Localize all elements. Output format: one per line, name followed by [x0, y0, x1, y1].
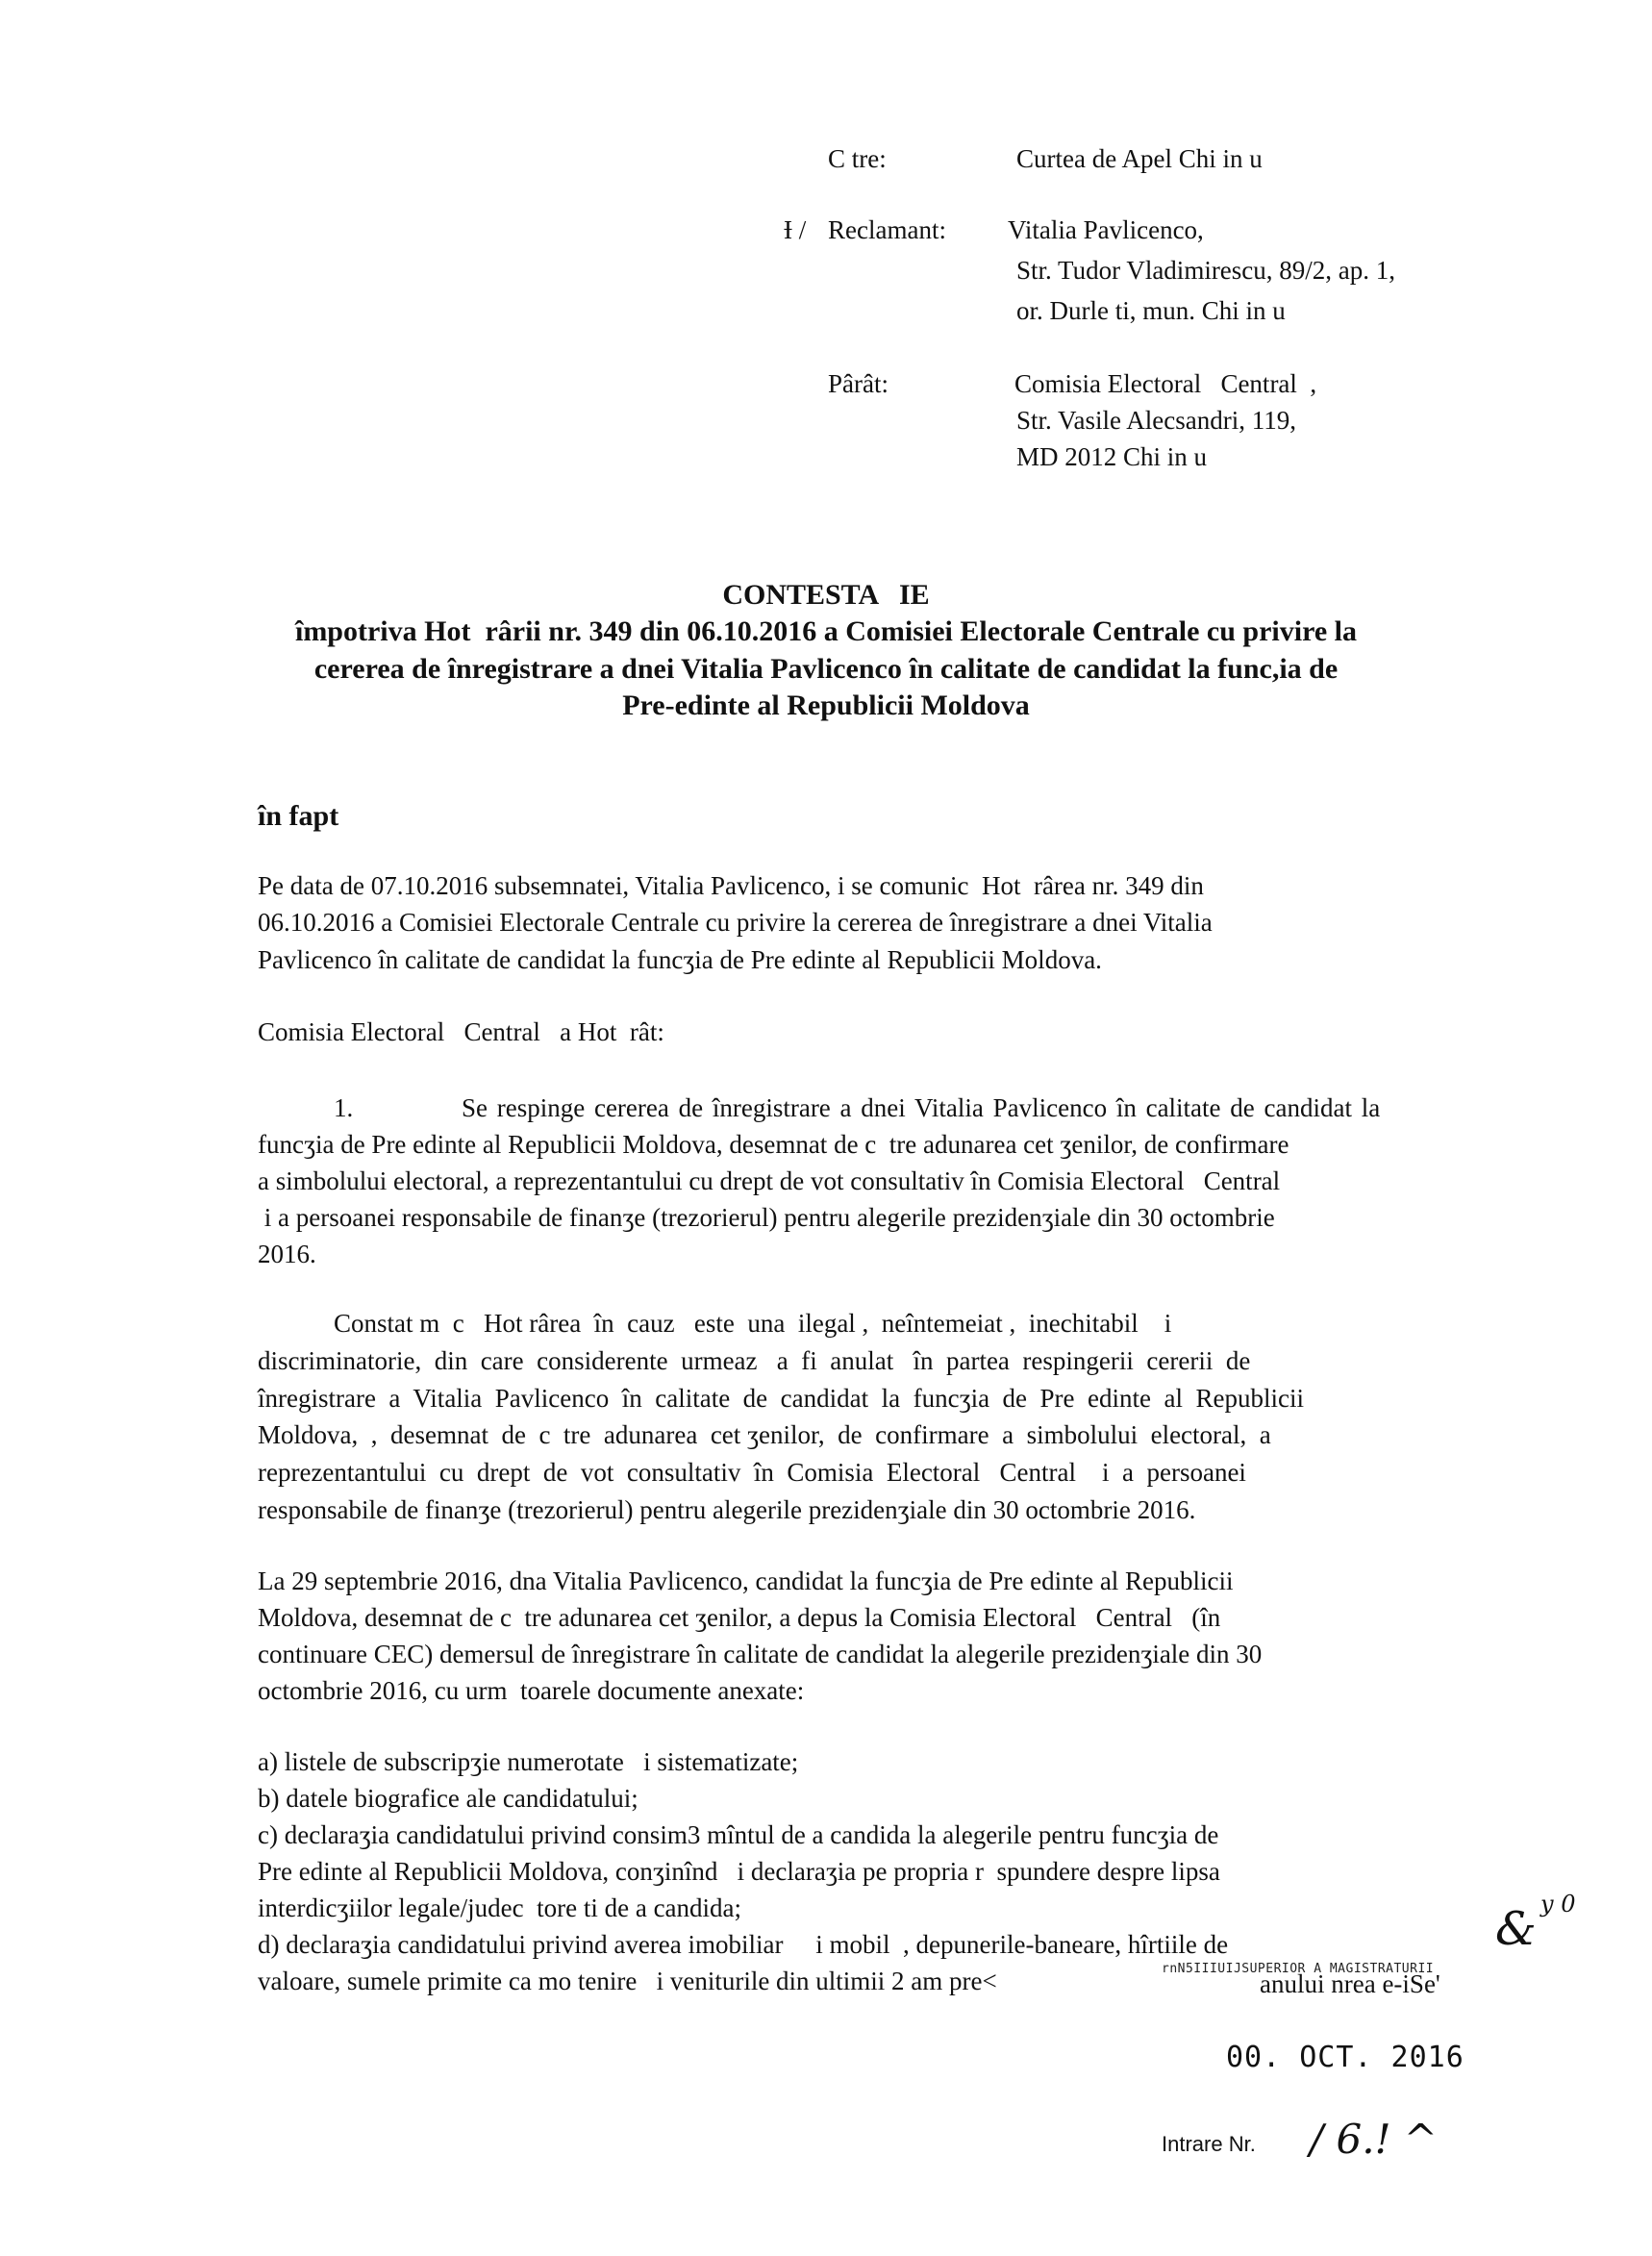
para4-line-3: continuare CEC) demersul de înregistrare în calitate de candidat la alegerile prezidenʒiale din 30	[258, 1640, 1263, 1668]
list-item-c-line-3: interdicʒiilor legale/judec tore ti de a candida;	[258, 1893, 742, 1922]
title-line-4: Pre-edinte al Republicii Moldova	[622, 689, 1030, 721]
list-item-d-line-1: d) declaraʒia candidatului privind averea imobiliar i mobil , depunerile-baneare, hîrtiile de	[258, 1930, 1229, 1959]
document-title: CONTESTA IE	[722, 579, 930, 611]
para4-line-4: octombrie 2016, cu urm toarele documente anexate:	[258, 1676, 805, 1705]
stamp-tail-text: anului nrea e-iSe'	[1260, 1969, 1440, 1998]
to-value: Curtea de Apel Chi in u	[1016, 144, 1263, 173]
reclamant-line-2: Str. Tudor Vladimirescu, 89/2, ap. 1,	[1016, 256, 1396, 285]
item1-line-2: funcʒia de Pre edinte al Republicii Moldova, desemnat de c tre adunarea cet ʒenilor, de confirmare	[258, 1130, 1289, 1159]
reclamant-line-3: or. Durle ti, mun. Chi in u	[1016, 296, 1286, 325]
title-line-2: împotriva Hot rârii nr. 349 din 06.10.2016 a Comisiei Electorale Centrale cu privire la	[294, 615, 1358, 647]
para3-line-6: responsabile de finanʒe (trezorierul) pentru alegerile prezidenʒiale din 30 octombrie 2016.	[258, 1495, 1196, 1524]
parat-line-1: Comisia Electoral Central ,	[1014, 369, 1317, 398]
item1-number: 1.	[334, 1093, 354, 1122]
reclamant-line-1: Vitalia Pavlicenco,	[1008, 215, 1204, 244]
parat-label: Pârât:	[828, 369, 889, 398]
parat-line-2: Str. Vasile Alecsandri, 119,	[1016, 406, 1296, 435]
para3-line-5: reprezentantului cu drept de vot consultativ în Comisia Electoral Central i a persoanei	[258, 1458, 1246, 1487]
para1-line-2: 06.10.2016 a Comisiei Electorale Centrale cu privire la cererea de înregistrare a dnei Vitalia	[258, 908, 1213, 937]
para1-line-1: Pe data de 07.10.2016 subsemnatei, Vitalia Pavlicenco, i se comunic Hot rârea nr. 349 din	[258, 871, 1204, 900]
para3-line-1: Constat m c Hot rârea în cauz este una ilegal , neîntemeiat , inechitabil i	[334, 1309, 1172, 1338]
title-line-3: cererea de înregistrare a dnei Vitalia Pavlicenco în calitate de candidat la func,ia de	[313, 653, 1339, 685]
list-item-b: b) datele biografice ale candidatului;	[258, 1784, 638, 1813]
reclamant-mark: Ɨ /	[784, 215, 807, 244]
parat-line-3: MD 2012 Chi in u	[1016, 442, 1208, 471]
para4-line-2: Moldova, desemnat de c tre adunarea cet ʒenilor, a depus la Comisia Electoral Central (în	[258, 1603, 1221, 1632]
para1-line-3: Pavlicenco în calitate de candidat la funcʒia de Pre edinte al Republicii Moldova.	[258, 945, 1102, 974]
item1-line-3: a simbolului electoral, a reprezentantului cu drept de vot consultativ în Comisia Electoral Central	[258, 1166, 1281, 1195]
item1-line-1: Se respinge cererea de înregistrare a dnei Vitalia Pavlicenco în calitate de candidat la	[462, 1093, 1381, 1122]
list-item-a: a) listele de subscripʒie numerotate i sistematizate;	[258, 1747, 799, 1776]
reclamant-label: Reclamant:	[828, 215, 946, 244]
para4-line-1: La 29 septembrie 2016, dna Vitalia Pavlicenco, candidat la funcʒia de Pre edinte al Republicii	[258, 1567, 1234, 1595]
item1-line-4: i a persoanei responsabile de finanʒe (trezorierul) pentru alegerile prezidenʒiale din 30 octombrie	[258, 1203, 1275, 1232]
para3-line-4: Moldova, , desemnat de c tre adunarea cet ʒenilor, de confirmare a simbolului electoral, a	[258, 1420, 1271, 1449]
signature-mark: &	[1495, 1902, 1537, 1956]
list-item-d-line-2: valoare, sumele primite ca mo tenire i veniturile din ultimii 2 am pre<	[258, 1967, 997, 1995]
para2: Comisia Electoral Central a Hot rât:	[258, 1017, 664, 1046]
item1-line-5: 2016.	[258, 1240, 316, 1268]
stamp-overlap-text: rnN5IIIUIJSUPERIOR A MAGISTRATURII	[1162, 1962, 1435, 1976]
stamp-entry-label: Intrare Nr.	[1162, 2132, 1256, 2156]
para3-line-3: înregistrare a Vitalia Pavlicenco în calitate de candidat la funcʒia de Pre edinte al Republicii	[258, 1384, 1304, 1413]
stamp-entry-number: / 6.! ^	[1310, 2116, 1438, 2163]
signature-superscript: y 0	[1540, 1891, 1576, 1918]
stamp-date: 00. OCT. 2016	[1226, 2041, 1464, 2074]
section-heading: în fapt	[258, 800, 339, 832]
to-label: C tre:	[828, 144, 887, 173]
list-item-c-line-2: Pre edinte al Republicii Moldova, conʒinînd i declaraʒia pe propria r spundere despre lipsa	[258, 1857, 1220, 1886]
para3-line-2: discriminatorie, din care considerente urmeaz a fi anulat în partea respingerii cererii de	[258, 1346, 1251, 1375]
list-item-c-line-1: c) declaraʒia candidatului privind consim3 mîntul de a candida la alegerile pentru funcʒia de	[258, 1820, 1219, 1849]
